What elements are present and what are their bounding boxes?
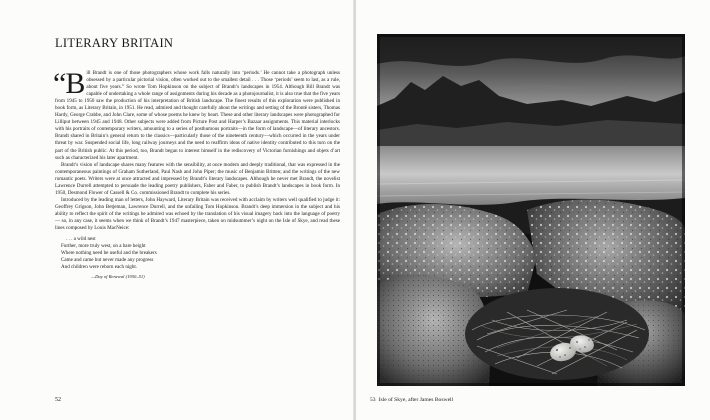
left-page — [0, 0, 354, 420]
poem-attribution: —Day of Renewal (1950–51) — [91, 274, 145, 280]
poem-line: Further, more truly west, on a bare height — [61, 243, 146, 250]
isle-of-skye-photograph — [377, 34, 685, 386]
paragraph-2: Brandt’s vision of landscape shares many features with the sensibility, at once modern and deeply traditional, that was expressed in the contemporaneous paintings of Graham Sutherland, Paul Nash and John Piper; the music of Benjamin Britten; and the writings of the new romantic poets. Writers were at once attracted and impressed by Brandt’s literary landscapes. Although he never met Brandt, the novelist Lawrence Durrell attempted to persuade the leading poetry publishers, Faber and Faber, to publish Brandt’s landscapes in book form. In 1950, Desmond Flower of Cassell & Co. commissioned Brandt to complete his series. — [55, 161, 340, 196]
drop-cap: “B — [53, 67, 85, 100]
paragraph-1-text: ill Brandt is one of those photographers whose work falls naturally into ‘periods.’ He cannot take a photograph unless obsessed by a particular pictorial vision, often worked out to the smallest detail . . . Those ‘periods’ seem to last, as a rule, about five years.” So wrote Tom Hopkinson on the subject of Brandt’s landscapes in 1954. Although Bill Brandt was capable of undertaking a whole range of assignments during his decade as a photojournalist, it is also true that the five years from 1945 to 1950 saw the production of his interpretation of British landscape. The finest results of this exploration were published in book form, as Literary Britain, in 1951. He read, admired and thought carefully about the writings and setting of the Brontë sisters, Thomas Hardy, George Crabbe, and John Clare, some of whose poems he knew by heart. These and other literary landscapes were photographed for Lilliput between 1945 and 1948. Other subjects were added from Picture Post and Harper’s Bazaar assignments. This material interlocks with his portraits of contemporary writers, amounting to a series of posthumous portraits—in the form of landscape—of literary ancestors. Brandt shared in Britain’s general return to the classics—particularly those of the nineteenth century—which occurred in the years under threat by war. Suspended social life, long railway journeys and the need to reaffirm ideas of native identity contributed to this turn on the part of the British public. At this period, too, Brandt began to interest himself in the rediscovery of Victorian furnishings and objets d’art such as characterized his later apartment. — [55, 70, 340, 161]
page-number-right: 53 — [370, 397, 376, 403]
page-number-left: 52 — [55, 397, 61, 403]
poem-line: Came and came but never made any progress — [61, 257, 154, 264]
poem-line: And children were reborn each night. — [61, 264, 138, 271]
poem-quote — [61, 236, 340, 280]
chapter-title: LITERARY BRITAIN — [55, 36, 174, 50]
paragraph-1 — [53, 67, 340, 162]
photo-caption — [370, 397, 453, 403]
caption-text: Isle of Skye, after James Boswell — [378, 397, 454, 403]
poem-line: Where nothing need be useful and the breakers — [61, 250, 157, 257]
essay-body — [53, 67, 340, 280]
paragraph-3: Introduced by the leading man of letters, John Hayward, Literary Britain was received with acclaim by writers well qualified to judge it: Geoffrey Grigson, John Betjeman, Lawrence Durrell, and the unfailing Tom Hopkinson. Brandt’s deep immersion in the subject and his ability to reflect the spirit of the writings he admired was echoed by the translation of his visual imagery back into the language of poetry — so, in any case, it seems when we think of Brandt’s 1947 masterpiece, taken on midsummer’s night on the Isle of Skye, and read these lines composed by Louis MacNeice: — [55, 196, 340, 232]
poem-line: . . . a wild nest — [66, 236, 96, 243]
